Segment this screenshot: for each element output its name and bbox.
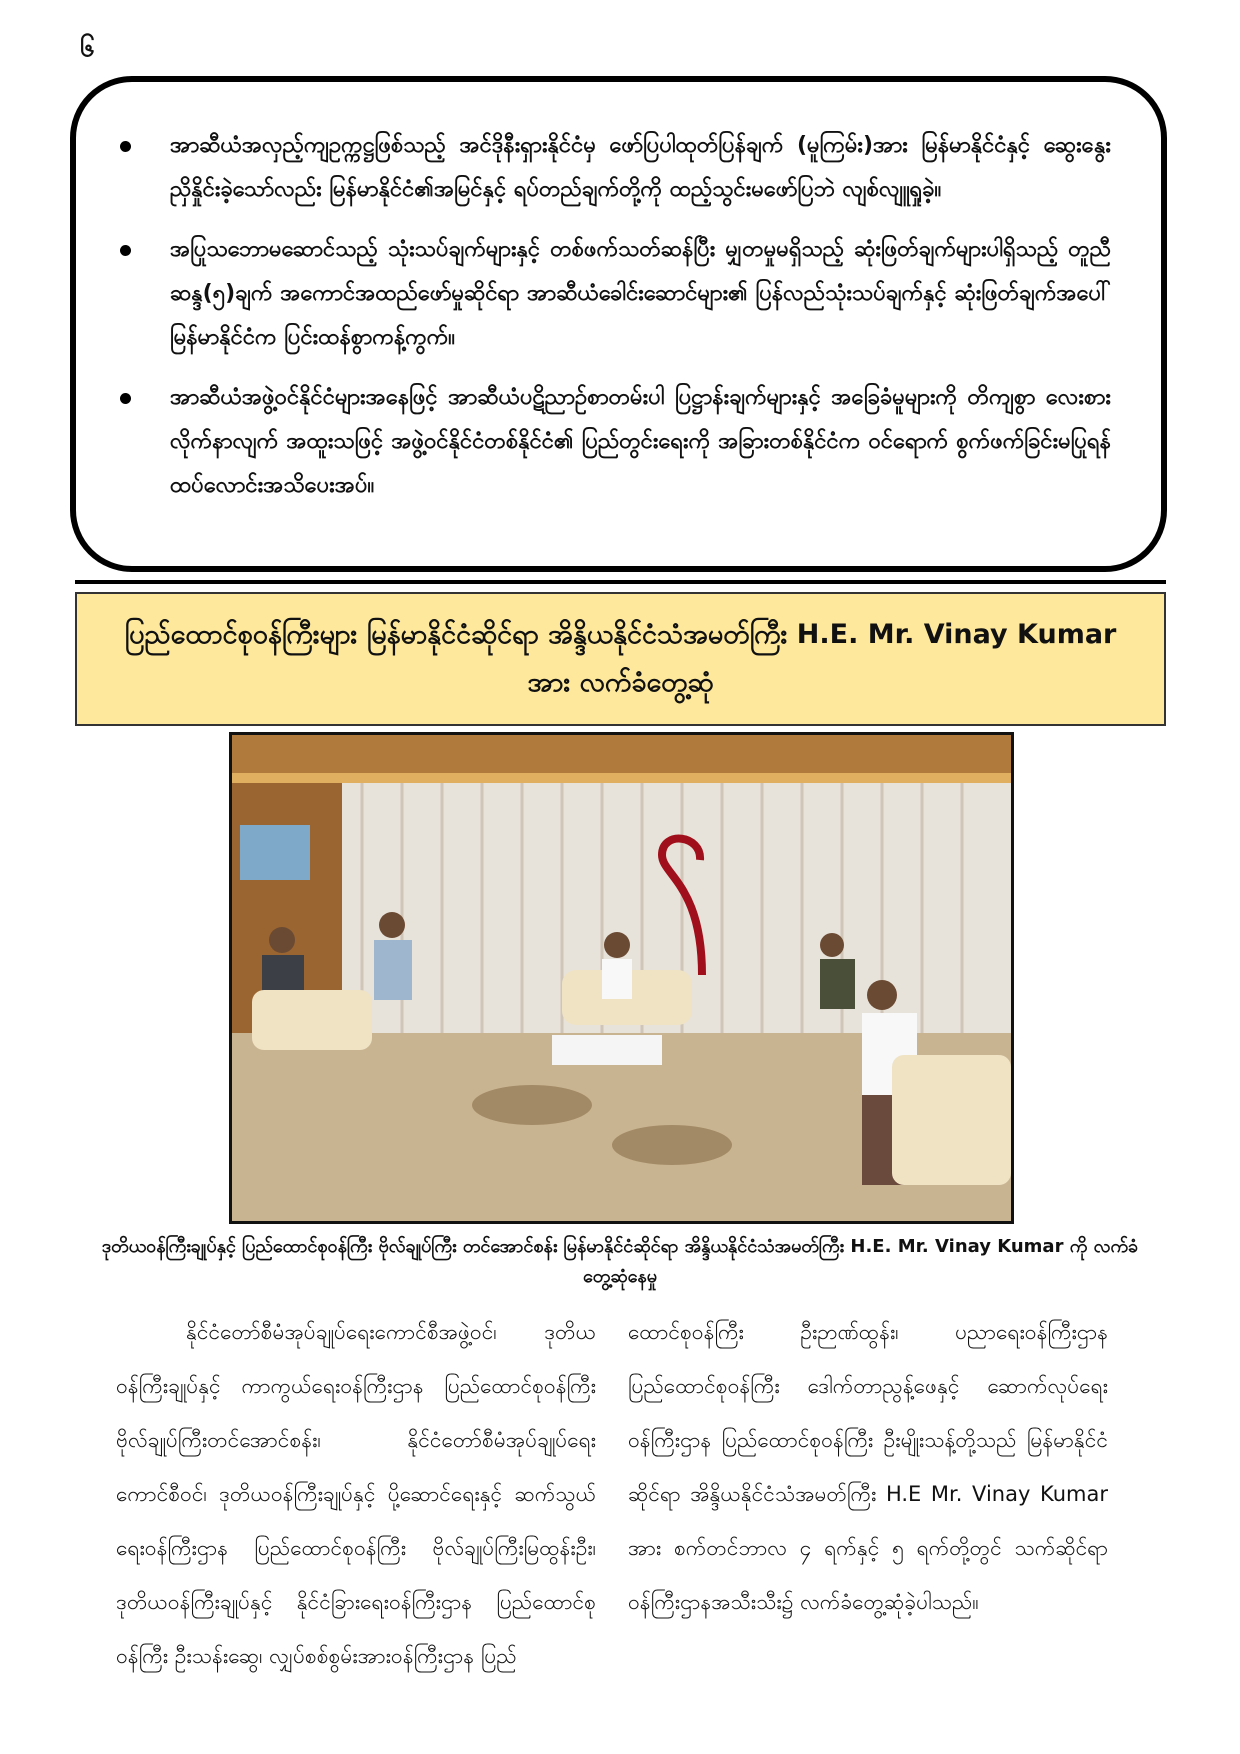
summary-point xyxy=(110,376,1111,508)
bullet-icon xyxy=(120,141,131,152)
article-column-right: ထောင်စုဝန်ကြီး ဦးဉာဏ်ထွန်း၊ ပညာရေးဝန်ကြီးဌာန ပြည်ထောင်စုဝန်ကြီး ဒေါက်တာညွန့်ဖေနှင့် ဆောက်လုပ်ရေးဝန်ကြီးဌာန ပြည်ထောင်စုဝန်ကြီး ဦးမျိုးသန့်တို့သည် မြန်မာနိုင်ငံဆိုင်ရာ အိန္ဒိယနိုင်ငံသံအမတ်ကြီး H.E Mr. Vinay Kumar အား စက်တင်ဘာလ ၄ ရက်နှင့် ၅ ရက်တို့တွင် သက်ဆိုင်ရာဝန်ကြီးဌာနအသီးသီး၌ လက်ခံတွေ့ဆုံခဲ့ပါသည်။ xyxy=(628,1320,1108,1614)
summary-box xyxy=(70,76,1167,572)
meeting-photo-illustration xyxy=(232,735,1011,1221)
summary-point xyxy=(110,228,1111,360)
summary-point xyxy=(110,124,1111,212)
bullet-icon xyxy=(120,245,131,256)
bullet-icon xyxy=(120,393,131,404)
headline: ပြည်ထောင်စုဝန်ကြီးများ မြန်မာနိုင်ငံဆိုင်ရာ အိန္ဒိယနိုင်ငံသံအမတ်ကြီး H.E. Mr. Vinay Kumar အား လက်ခံတွေ့ဆုံ xyxy=(124,619,1117,698)
article-column-left: နိုင်ငံတော်စီမံအုပ်ချုပ်ရေးကောင်စီအဖွဲ့ဝင်၊ ဒုတိယဝန်ကြီးချုပ်နှင့် ကာကွယ်ရေးဝန်ကြီးဌာန ပြည်ထောင်စုဝန်ကြီး ဗိုလ်ချုပ်ကြီးတင်အောင်စန်း၊ နိုင်ငံတော်စီမံအုပ်ချုပ်ရေးကောင်စီဝင်၊ ဒုတိယဝန်ကြီးချုပ်နှင့် ပို့ဆောင်ရေးနှင့် ဆက်သွယ်ရေးဝန်ကြီးဌာန ပြည်ထောင်စုဝန်ကြီး ဗိုလ်ချုပ်ကြီးမြထွန်းဦး၊ ဒုတိယဝန်ကြီးချုပ်နှင့် နိုင်ငံခြားရေးဝန်ကြီးဌာန ပြည်ထောင်စုဝန်ကြီး ဦးသန်းဆွေ၊ လျှပ်စစ်စွမ်းအားဝန်ကြီးဌာန ပြည် xyxy=(116,1320,596,1668)
photo-caption: ဒုတိယဝန်ကြီးချုပ်နှင့် ပြည်ထောင်စုဝန်ကြီး ဗိုလ်ချုပ်ကြီး တင်အောင်စန်း မြန်မာနိုင်ငံဆိုင်ရာ အိန္ဒိယနိုင်ငံသံအမတ်ကြီး H.E. Mr. Vinay Kumar ကို လက်ခံတွေ့ဆုံနေမှု xyxy=(101,1236,1139,1287)
meeting-photo xyxy=(229,732,1014,1224)
headline-box xyxy=(75,592,1166,726)
summary-point-text: အာဆီယံအဖွဲ့ဝင်နိုင်ငံများအနေဖြင့် အာဆီယံပဋိညာဉ်စာတမ်းပါ ပြဋ္ဌာန်းချက်များနှင့် အခြေခံမူများကို တိကျစွာ လေးစားလိုက်နာလျက် အထူးသဖြင့် အဖွဲ့ဝင်နိုင်ငံတစ်နိုင်ငံ၏ ပြည်တွင်းရေးကို အခြားတစ်နိုင်ငံက ဝင်ရောက် စွက်ဖက်ခြင်းမပြုရန် ထပ်လောင်းအသိပေးအပ်။ xyxy=(170,385,1111,498)
summary-point-text: အပြုသဘောမဆောင်သည့် သုံးသပ်ချက်များနှင့် တစ်ဖက်သတ်ဆန်ပြီး မျှတမှုမရှိသည့် ဆုံးဖြတ်ချက်များပါရှိသည့် တူညီဆန္ဒ(၅)ချက် အကောင်အထည်ဖော်မှုဆိုင်ရာ အာဆီယံခေါင်းဆောင်များ၏ ပြန်လည်သုံးသပ်ချက်နှင့် ဆုံးဖြတ်ချက်အပေါ် မြန်မာနိုင်ငံက ပြင်းထန်စွာကန့်ကွက်။ xyxy=(170,237,1111,350)
summary-point-text: အာဆီယံအလှည့်ကျဥက္ကဋ္ဌဖြစ်သည့် အင်ဒိုနီးရှားနိုင်ငံမှ ဖော်ပြပါထုတ်ပြန်ချက် (မူကြမ်း)အား မြန်မာနိုင်ငံနှင့် ဆွေးနွေးညှိနှိုင်းခဲ့သော်လည်း မြန်မာနိုင်ငံ၏အမြင်နှင့် ရပ်တည်ချက်တို့ကို ထည့်သွင်းမဖော်ပြဘဲ လျစ်လျူရှုခဲ့။ xyxy=(170,133,1111,202)
page-number: ၆ xyxy=(80,33,95,63)
section-divider xyxy=(75,580,1166,584)
